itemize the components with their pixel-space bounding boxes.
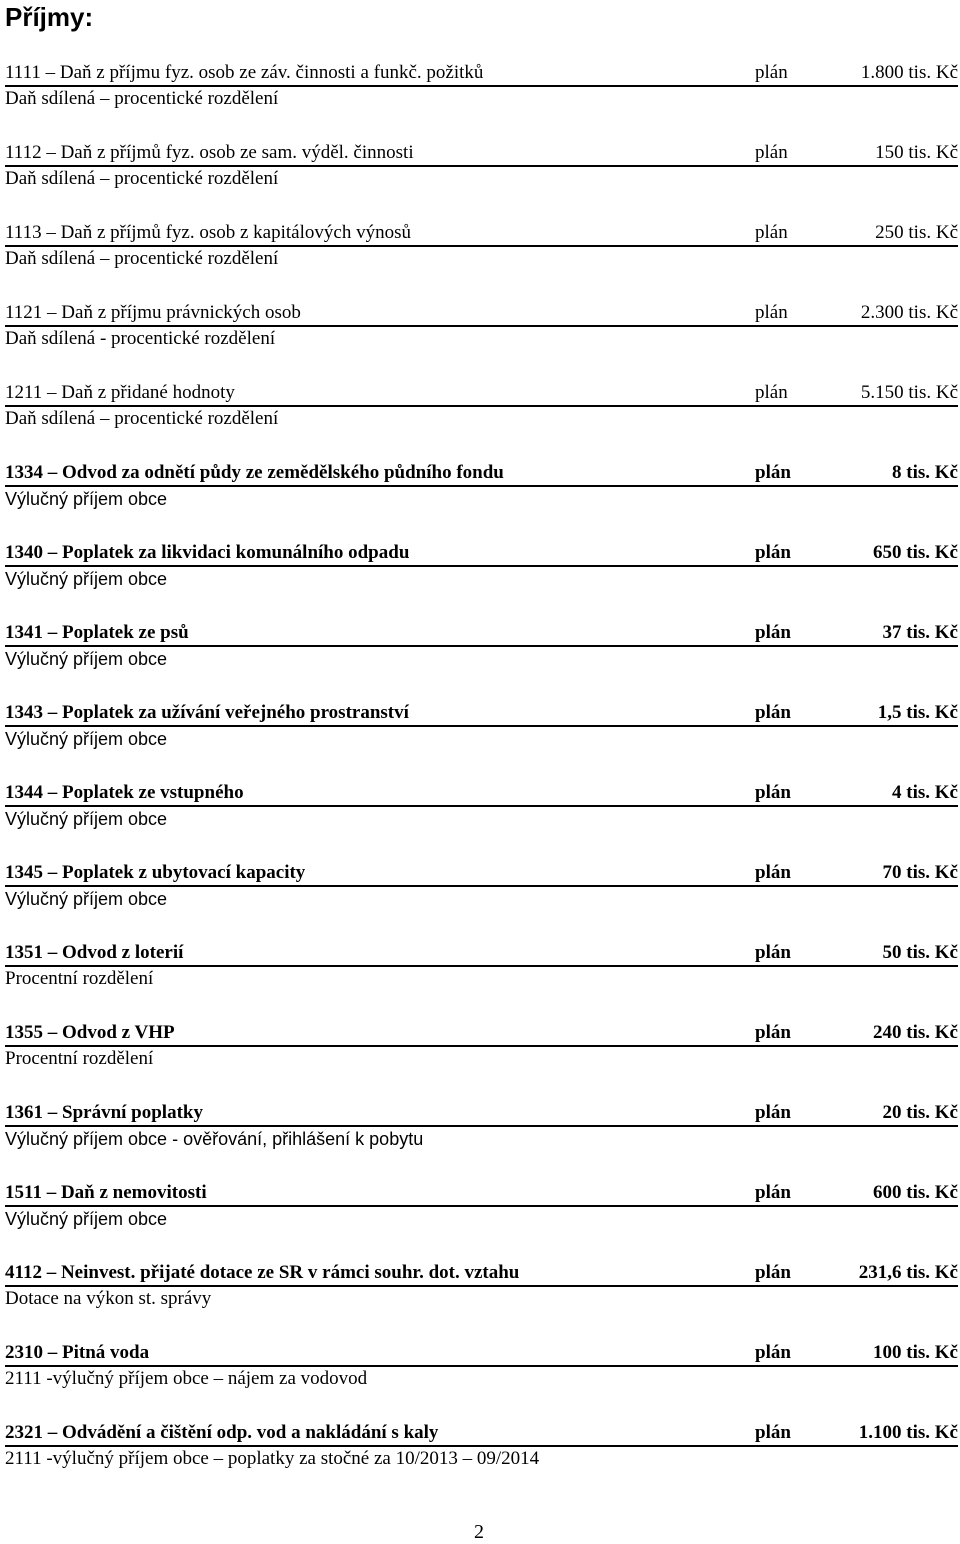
income-item-plan-label: plán (755, 622, 791, 643)
income-item (0, 941, 960, 1003)
income-item-header (5, 1421, 958, 1447)
income-item-description: Výlučný příjem obce (5, 649, 168, 669)
income-item-amount: 1.100 tis. Kč (858, 1422, 958, 1443)
income-item-header (5, 301, 958, 327)
income-item-amount: 240 tis. Kč (873, 1022, 958, 1043)
income-item-amount: 2.300 tis. Kč (860, 302, 958, 323)
income-item-amount: 4 tis. Kč (892, 782, 958, 803)
income-item-plan-label: plán (755, 702, 791, 723)
income-item-amount: 37 tis. Kč (882, 622, 958, 643)
income-item-description: Daň sdílená – procentické rozdělení (5, 168, 279, 189)
income-item-description: Procentní rozdělení (5, 968, 154, 989)
income-item (0, 301, 960, 363)
income-item-amount: 650 tis. Kč (873, 542, 958, 563)
income-item (0, 1101, 960, 1163)
income-item-description: Procentní rozdělení (5, 1048, 154, 1069)
income-item-plan-label: plán (755, 1422, 791, 1443)
income-item-title: 1361 – Správní poplatky (5, 1102, 203, 1123)
income-item-header (5, 621, 958, 647)
income-item-description: Výlučný příjem obce (5, 489, 168, 509)
income-item-title: 1341 – Poplatek ze psů (5, 622, 189, 643)
income-item-plan-label: plán (755, 382, 788, 403)
income-item-amount: 231,6 tis. Kč (858, 1262, 958, 1283)
income-item-plan-label: plán (755, 1022, 791, 1043)
income-item-header (5, 861, 958, 887)
income-item-description: Daň sdílená – procentické rozdělení (5, 408, 279, 429)
income-item-description: Výlučný příjem obce (5, 889, 168, 909)
income-item-title: 4112 – Neinvest. přijaté dotace ze SR v rámci souhr. dot. vztahu (5, 1262, 520, 1283)
income-item-title: 1344 – Poplatek ze vstupného (5, 782, 244, 803)
income-item (0, 221, 960, 283)
income-item-header (5, 541, 958, 567)
income-item-plan-label: plán (755, 302, 788, 323)
income-item-plan-label: plán (755, 942, 791, 963)
income-item-amount: 5.150 tis. Kč (860, 382, 958, 403)
income-item-header (5, 381, 958, 407)
income-item-header (5, 701, 958, 727)
income-item-title: 1113 – Daň z příjmů fyz. osob z kapitálových výnosů (5, 222, 411, 243)
income-item-plan-label: plán (755, 862, 791, 883)
income-item-plan-label: plán (755, 782, 791, 803)
income-item-description: Daň sdílená – procentické rozdělení (5, 88, 279, 109)
income-item-description: Daň sdílená – procentické rozdělení (5, 248, 279, 269)
income-item-plan-label: plán (755, 1182, 791, 1203)
income-item-title: 1343 – Poplatek za užívání veřejného prostranství (5, 702, 409, 723)
income-item-amount: 1,5 tis. Kč (877, 702, 958, 723)
income-item-plan-label: plán (755, 542, 791, 563)
income-item (0, 621, 960, 683)
income-item-title: 1511 – Daň z nemovitosti (5, 1182, 207, 1203)
income-item-header (5, 1101, 958, 1127)
income-item-header (5, 461, 958, 487)
income-item-amount: 8 tis. Kč (892, 462, 958, 483)
income-item-plan-label: plán (755, 1102, 791, 1123)
income-item-description: Výlučný příjem obce (5, 729, 168, 749)
income-item-title: 1121 – Daň z příjmu právnických osob (5, 302, 301, 323)
income-item-header (5, 1181, 958, 1207)
income-item (0, 1021, 960, 1083)
income-item-amount: 50 tis. Kč (882, 942, 958, 963)
income-item-header (5, 61, 958, 87)
income-item (0, 1181, 960, 1243)
income-item-description: Daň sdílená - procentické rozdělení (5, 328, 276, 349)
income-item-title: 1111 – Daň z příjmu fyz. osob ze záv. činnosti a funkč. požitků (5, 62, 484, 83)
income-item (0, 541, 960, 603)
income-item-title: 1345 – Poplatek z ubytovací kapacity (5, 862, 306, 883)
income-item (0, 141, 960, 203)
income-item (0, 381, 960, 443)
income-item-description: 2111 -výlučný příjem obce – poplatky za stočné za 10/2013 – 09/2014 (5, 1448, 540, 1469)
income-item-title: 1355 – Odvod z VHP (5, 1022, 175, 1043)
income-item (0, 1341, 960, 1403)
income-item-header (5, 781, 958, 807)
income-item-header (5, 1021, 958, 1047)
income-item-description: Dotace na výkon st. správy (5, 1288, 212, 1309)
income-item-plan-label: plán (755, 462, 791, 483)
income-item (0, 461, 960, 523)
income-item-title: 1334 – Odvod za odnětí půdy ze zemědělského půdního fondu (5, 462, 504, 483)
page-number: 2 (474, 1521, 484, 1543)
income-item (0, 701, 960, 763)
income-item-description: Výlučný příjem obce (5, 1209, 168, 1229)
income-item-title: 1351 – Odvod z loterií (5, 942, 184, 963)
income-item (0, 1421, 960, 1483)
income-item-header (5, 941, 958, 967)
income-item-plan-label: plán (755, 142, 788, 163)
income-item-description: Výlučný příjem obce (5, 809, 168, 829)
income-item-plan-label: plán (755, 62, 788, 83)
income-item-header (5, 1341, 958, 1367)
income-item-title: 1211 – Daň z přidané hodnoty (5, 382, 235, 403)
income-item-amount: 600 tis. Kč (873, 1182, 958, 1203)
income-item-plan-label: plán (755, 1262, 791, 1283)
income-item-plan-label: plán (755, 1342, 791, 1363)
income-item-header (5, 1261, 958, 1287)
income-item (0, 1261, 960, 1323)
income-item-title: 2321 – Odvádění a čištění odp. vod a nakládání s kaly (5, 1422, 439, 1443)
income-item-plan-label: plán (755, 222, 788, 243)
income-item-amount: 1.800 tis. Kč (860, 62, 958, 83)
income-item-amount: 20 tis. Kč (882, 1102, 958, 1123)
income-item-description: 2111 -výlučný příjem obce – nájem za vodovod (5, 1368, 368, 1389)
income-item-amount: 150 tis. Kč (875, 142, 958, 163)
income-item-amount: 70 tis. Kč (882, 862, 958, 883)
income-item-amount: 100 tis. Kč (873, 1342, 958, 1363)
income-item-title: 2310 – Pitná voda (5, 1342, 150, 1363)
income-item-title: 1112 – Daň z příjmů fyz. osob ze sam. výděl. činnosti (5, 142, 414, 163)
income-item-header (5, 141, 958, 167)
income-item (0, 781, 960, 843)
income-item-header (5, 221, 958, 247)
income-item-description: Výlučný příjem obce - ověřování, přihlášení k pobytu (5, 1129, 424, 1149)
income-item-title: 1340 – Poplatek za likvidaci komunálního odpadu (5, 542, 410, 563)
income-item-description: Výlučný příjem obce (5, 569, 168, 589)
page-heading: Příjmy: (5, 2, 94, 32)
income-item (0, 61, 960, 123)
income-item (0, 861, 960, 923)
income-item-amount: 250 tis. Kč (875, 222, 958, 243)
